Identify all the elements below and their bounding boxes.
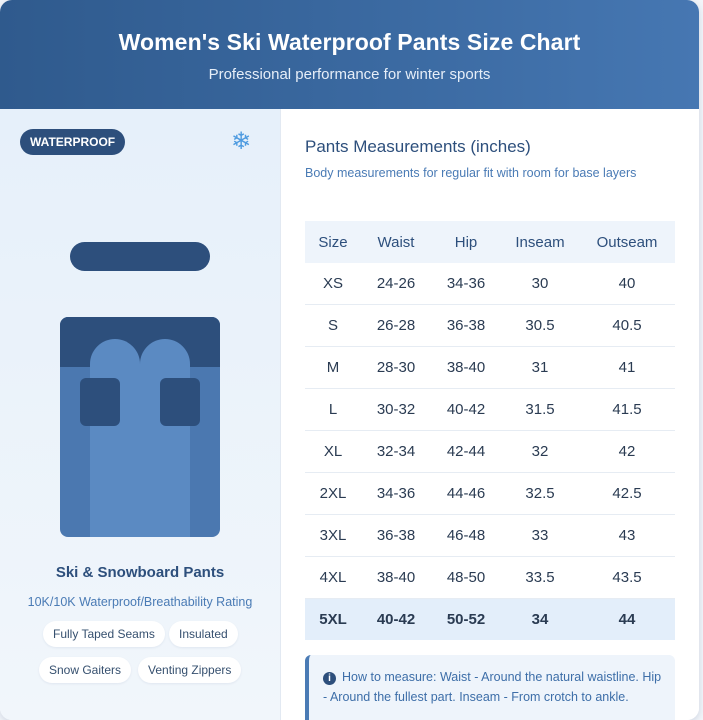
table-cell: 40.5	[579, 305, 675, 347]
table-row	[305, 431, 675, 473]
table-cell: 34-36	[431, 263, 501, 305]
pants-illustration	[60, 317, 220, 537]
table-cell: 44-46	[431, 473, 501, 515]
table-cell: 32	[501, 431, 579, 473]
product-panel	[0, 109, 281, 720]
table-cell: 30.5	[501, 305, 579, 347]
table-cell: 40	[579, 263, 675, 305]
snowflake-icon: ❄	[231, 128, 252, 155]
table-cell: 41	[579, 347, 675, 389]
table-cell: 34	[501, 599, 579, 641]
table-cell: 26-28	[361, 305, 431, 347]
table-cell: 50-52	[431, 599, 501, 641]
table-row	[305, 473, 675, 515]
table-cell: 43	[579, 515, 675, 557]
table-cell: 46-48	[431, 515, 501, 557]
table-cell: XL	[305, 431, 361, 473]
feature-tag: Fully Taped Seams	[43, 621, 165, 647]
table-cell: 28-30	[361, 347, 431, 389]
table-cell: L	[305, 389, 361, 431]
table-row	[305, 263, 675, 305]
table-cell: 31.5	[501, 389, 579, 431]
column-header: Size	[305, 221, 361, 263]
table-cell: 38-40	[431, 347, 501, 389]
table-cell: 42.5	[579, 473, 675, 515]
table-cell: XS	[305, 263, 361, 305]
table-cell: M	[305, 347, 361, 389]
table-cell: 43.5	[579, 557, 675, 599]
table-cell: 33	[501, 515, 579, 557]
table-cell: 32.5	[501, 473, 579, 515]
table-cell: 36-38	[431, 305, 501, 347]
pants-left-pocket	[80, 378, 120, 426]
table-cell: 48-50	[431, 557, 501, 599]
column-header: Outseam	[579, 221, 675, 263]
header	[0, 0, 699, 109]
section-title: Pants Measurements (inches)	[305, 137, 531, 156]
table-cell: 32-34	[361, 431, 431, 473]
column-header: Waist	[361, 221, 431, 263]
table-cell: 4XL	[305, 557, 361, 599]
table-header-row	[305, 221, 675, 263]
table-cell: 31	[501, 347, 579, 389]
pants-right-pocket	[160, 378, 200, 426]
table-row	[305, 347, 675, 389]
feature-tag: Snow Gaiters	[39, 657, 131, 683]
table-cell: 24-26	[361, 263, 431, 305]
size-table	[305, 221, 675, 640]
table-cell: 36-38	[361, 515, 431, 557]
product-rating: 10K/10K Waterproof/Breathability Rating	[27, 595, 253, 609]
table-cell: 44	[579, 599, 675, 641]
table-cell: 2XL	[305, 473, 361, 515]
table-cell: 30	[501, 263, 579, 305]
table-row	[305, 557, 675, 599]
table-cell: 33.5	[501, 557, 579, 599]
product-title: Ski & Snowboard Pants	[55, 564, 225, 581]
page-subtitle: Professional performance for winter sports	[208, 66, 491, 83]
table-cell: 40-42	[361, 599, 431, 641]
waterproof-badge: WATERPROOF	[20, 129, 125, 155]
table-cell: 42-44	[431, 431, 501, 473]
section-subtitle: Body measurements for regular fit with room for base layers	[305, 166, 637, 180]
table-cell: 41.5	[579, 389, 675, 431]
pants-right-leg	[140, 339, 190, 537]
page-title: Women's Ski Waterproof Pants Size Chart	[118, 29, 581, 55]
table-row	[305, 599, 675, 641]
table-cell: 5XL	[305, 599, 361, 641]
table-cell: 38-40	[361, 557, 431, 599]
table-cell: S	[305, 305, 361, 347]
measurements-panel	[281, 109, 699, 720]
table-row	[305, 305, 675, 347]
table-cell: 34-36	[361, 473, 431, 515]
table-cell: 42	[579, 431, 675, 473]
table-cell: 30-32	[361, 389, 431, 431]
column-header: Inseam	[501, 221, 579, 263]
table-cell: 40-42	[431, 389, 501, 431]
pants-waistband-illustration	[70, 242, 210, 271]
info-icon: i	[323, 672, 336, 685]
column-header: Hip	[431, 221, 501, 263]
table-cell: 3XL	[305, 515, 361, 557]
table-row	[305, 389, 675, 431]
pants-left-leg	[90, 339, 140, 537]
table-row	[305, 515, 675, 557]
measure-info-text: How to measure: Waist - Around the natural waistline. Hip - Around the fullest part. Inseam - From crotch to ankle.	[323, 670, 662, 704]
measure-info-box	[305, 655, 675, 720]
feature-tag: Venting Zippers	[138, 657, 241, 683]
feature-tag: Insulated	[169, 621, 238, 647]
